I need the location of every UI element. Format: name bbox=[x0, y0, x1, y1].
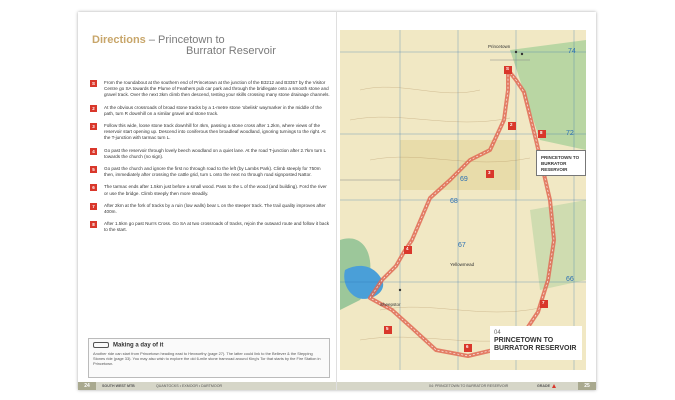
footer-grade bbox=[537, 382, 556, 390]
waypoint-7: 7 bbox=[542, 300, 545, 305]
directions-list bbox=[90, 80, 330, 240]
title-directions: Directions bbox=[92, 34, 146, 46]
waypoint-2: 2 bbox=[510, 122, 513, 127]
waypoint-5: 5 bbox=[386, 326, 389, 331]
waypoint-4: 4 bbox=[406, 246, 409, 251]
route-badge-line1: PRINCETOWN TO bbox=[541, 155, 580, 160]
step-number: 4 bbox=[90, 148, 97, 155]
making-a-day-box bbox=[88, 338, 330, 378]
making-a-day-heading bbox=[93, 342, 163, 349]
route-tile-line1: PRINCETOWN TO bbox=[494, 337, 554, 344]
step-text: At the obvious crossroads of broad stone tracks by a 1-metre stone 'obelisk' waymarker in the middle of the path, turn R downhill on a similar gravel and stone track. bbox=[104, 104, 322, 116]
step-text: Go past the reservoir through lovely beech woodland on a quiet lane. At the road T-junction after 2.7km turn L towards the church (no sign). bbox=[104, 147, 326, 159]
right-page-number: 25 bbox=[578, 382, 596, 390]
left-page-number: 24 bbox=[78, 382, 96, 390]
footer-areas: QUANTOCKS • EXMOOR • DARTMOOR bbox=[156, 384, 223, 388]
grid-number: 68 bbox=[450, 198, 458, 205]
waypoint-start: S bbox=[506, 66, 510, 71]
step-text: After 1.5km go past Nun's Cross. Go SA at two crossroads of tracks, rejoin the outward route and follow it back to the start. bbox=[104, 221, 330, 233]
waypoint-6: 6 bbox=[466, 344, 469, 349]
step-number: 8 bbox=[90, 221, 97, 228]
route-tile-number: 04 bbox=[494, 330, 501, 336]
bike-icon bbox=[93, 342, 109, 348]
book-spread bbox=[78, 12, 596, 390]
grade-label: GRADE bbox=[537, 384, 550, 388]
step-text: The tarmac ends after 1.5km just before a small wood. Pass to the L of the wood (and building). Ford the river or use the bridge. Climb steeply then more steadily. bbox=[104, 184, 327, 196]
waypoint-3: 3 bbox=[488, 170, 491, 175]
route-map[interactable] bbox=[340, 30, 586, 370]
grid-number: 74 bbox=[568, 48, 576, 55]
route-tile-line2: BURRATOR RESERVOIR bbox=[494, 345, 577, 352]
direction-step bbox=[90, 166, 330, 178]
footer-route: 04: PRINCETOWN TO BURRATOR RESERVOIR bbox=[429, 384, 509, 388]
grid-number: 67 bbox=[458, 242, 466, 249]
step-number: S bbox=[91, 81, 95, 86]
right-footer bbox=[337, 382, 596, 390]
direction-step bbox=[90, 203, 330, 215]
direction-step bbox=[90, 221, 330, 233]
step-number: 2 bbox=[90, 105, 97, 112]
grid-number: 66 bbox=[566, 276, 574, 283]
step-number: 7 bbox=[90, 203, 97, 210]
map-label-yellowmead: Yellowmead bbox=[450, 262, 475, 267]
direction-step bbox=[90, 148, 330, 160]
step-number: 6 bbox=[90, 184, 97, 191]
route-badge-line2: BURRATOR RESERVOIR bbox=[541, 161, 568, 172]
footer-section: SOUTH WEST MTB bbox=[102, 384, 135, 388]
left-footer bbox=[78, 382, 337, 390]
step-text: Go past the church and ignore the first no through road to the left (by Lambs Park). Climb steeply for 750m then, immediately after crossing the cattle grid, turn L onto the next no through road signposted Nattor. bbox=[104, 166, 321, 178]
title-line2: Burrator Reservoir bbox=[186, 45, 276, 57]
step-number: 3 bbox=[90, 123, 97, 130]
direction-step bbox=[90, 105, 330, 117]
grid-number: 69 bbox=[460, 176, 468, 183]
title-dash: – bbox=[145, 34, 159, 46]
title-part2: Princetown to bbox=[158, 34, 225, 46]
map-label-princetown: Princetown bbox=[488, 44, 511, 49]
direction-step bbox=[90, 184, 330, 196]
step-text: After 2km at the fork of tracks by a ruin (low walls) bear L on the steeper track. The trail quality improves after 400m. bbox=[104, 202, 326, 215]
route-tile bbox=[490, 326, 582, 360]
grid-number: 72 bbox=[566, 130, 574, 137]
route-badge bbox=[536, 150, 586, 176]
map-label-sheepstor: Sheepstor bbox=[380, 302, 401, 307]
step-text: Follow this wide, loose stone track downhill for 4km, passing a stone cross after 1.2km, where views of the reservoir start opening up. Descend into coniferous then broadleaf woodland, ignoring turnings to the right. At the T-junction with tarmac turn L. bbox=[104, 123, 326, 141]
waypoint-8: 8 bbox=[540, 130, 543, 135]
route-tile-title bbox=[494, 337, 576, 353]
left-page bbox=[78, 12, 337, 390]
step-number: 5 bbox=[90, 166, 97, 173]
direction-step bbox=[90, 123, 330, 142]
direction-step bbox=[90, 80, 330, 99]
map-graphic bbox=[340, 30, 586, 370]
grade-triangle-icon bbox=[552, 384, 556, 388]
step-text: From the roundabout at the southern end of Princetown at the junction of the B3212 and B3357 by the Visitor Centre go SA towards the Plume of Feathers pub car park and through the bridlegate onto a smooth stone and gravel track. Over the next 3km climb then descend, testing your skills crossing many stone drainage channels. bbox=[104, 80, 330, 98]
making-a-day-text: Another ride can start from Princetown heading east to Hexworthy (page 27). The latter could link to the Bellever & the Stepping Stones ride (page 33). You may also wish to explore the old 6-mile stone tramroad around King's Tor that starts by the Fire Station in Princetown. bbox=[93, 351, 321, 366]
making-a-day-title: Making a day of it bbox=[113, 342, 164, 349]
route-badge-title bbox=[541, 155, 585, 173]
